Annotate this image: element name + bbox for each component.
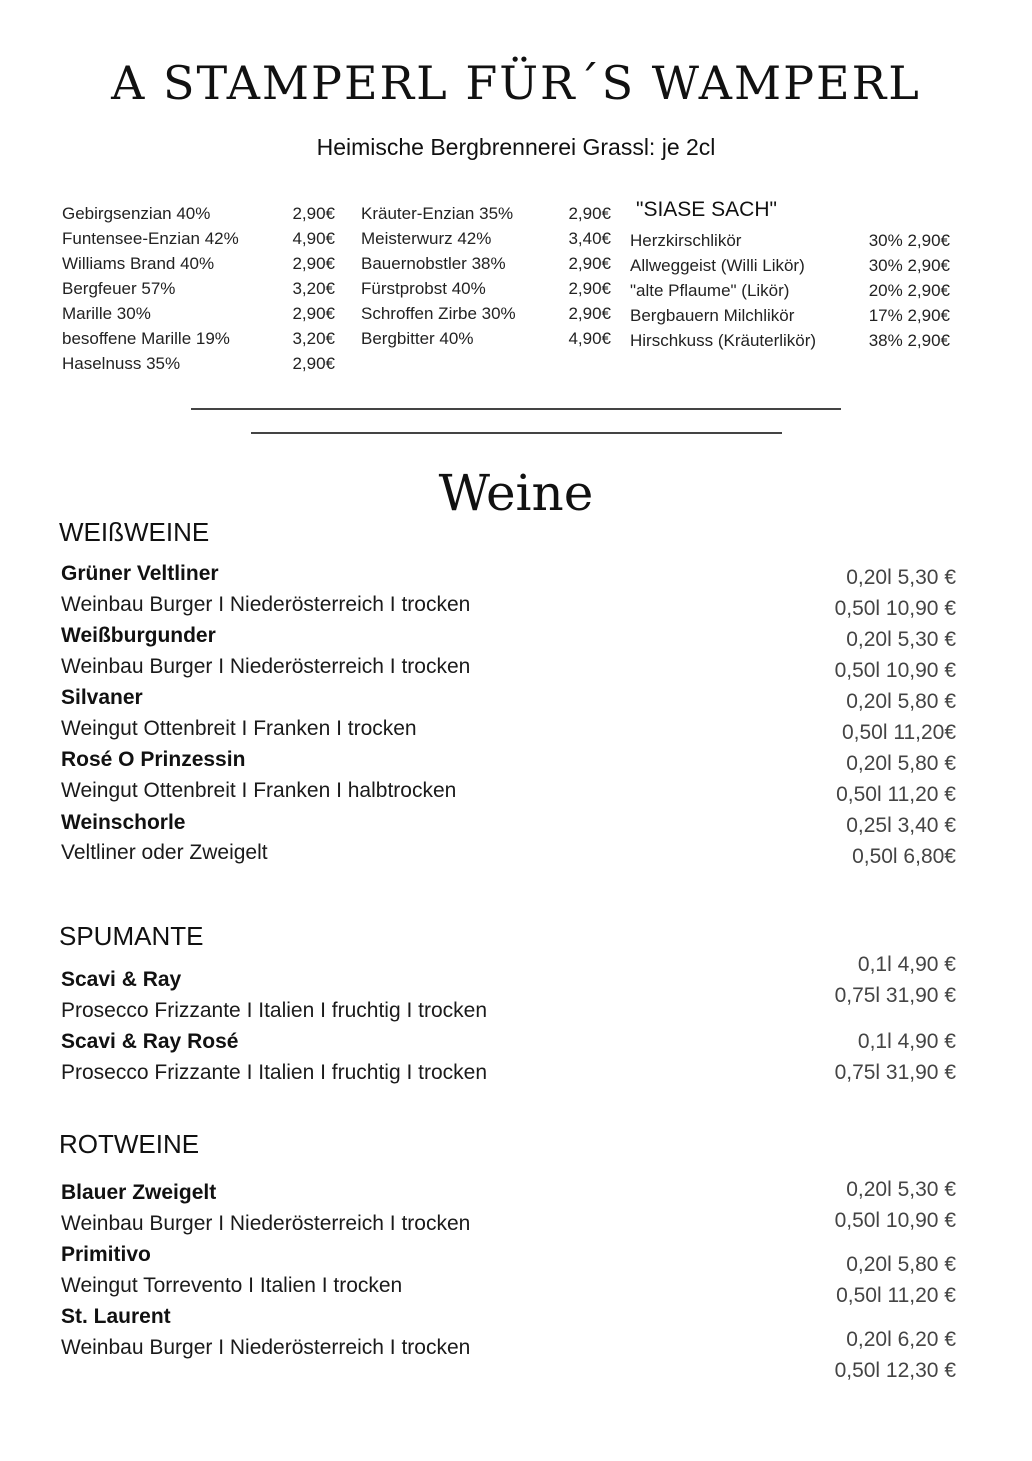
wine-name: Grüner Veltliner	[61, 562, 219, 585]
spirit-item	[62, 276, 335, 301]
liqueur-name: Bergbauern Milchlikör	[630, 306, 795, 325]
spirit-item	[361, 251, 611, 276]
wine-name: Blauer Zweigelt	[61, 1181, 217, 1204]
menu-subtitle: Heimische Bergbrennerei Grassl: je 2cl	[316, 134, 716, 160]
divider-line-top	[191, 408, 841, 410]
wine-price-small: 0,20l 5,30 €	[846, 628, 956, 651]
wine-price-small: 0,20l 5,30 €	[846, 566, 956, 589]
liqueur-price: 30% 2,90€	[868, 231, 950, 250]
wine-price-small: 0,20l 6,20 €	[846, 1328, 956, 1351]
spirit-name: Bergbitter 40%	[361, 329, 474, 348]
spirit-item	[62, 251, 335, 276]
spirit-price: 3,20€	[292, 329, 335, 348]
spirit-name: Kräuter-Enzian 35%	[361, 204, 514, 223]
spirit-name: Funtensee-Enzian 42%	[62, 229, 239, 248]
spirit-item	[361, 201, 611, 226]
spirit-price: 4,90€	[292, 229, 335, 248]
liqueur-price: 20% 2,90€	[868, 281, 950, 300]
spirit-price: 2,90€	[292, 254, 335, 273]
wine-price-small: 0,20l 5,30 €	[846, 1178, 956, 1201]
wine-price-large: 0,75l 31,90 €	[834, 1061, 956, 1084]
spirit-price: 2,90€	[568, 304, 611, 323]
spirits-column-1	[62, 201, 335, 376]
wine-price-small: 0,20l 5,80 €	[846, 690, 956, 713]
wine-price-large: 0,50l 11,20€	[841, 721, 956, 744]
spirit-name: Gebirgsenzian 40%	[62, 204, 211, 223]
wine-description: Prosecco Frizzante I Italien I fruchtig I trocken	[61, 999, 488, 1022]
wine-description: Weingut Torrevento I Italien I trocken	[61, 1274, 403, 1297]
wine-name: Weißburgunder	[61, 624, 216, 647]
wine-name: Scavi & Ray Rosé	[61, 1030, 239, 1053]
wine-price-small: 0,20l 5,80 €	[846, 1253, 956, 1276]
wine-price-small: 0,25l 3,40 €	[846, 814, 956, 837]
spirit-price: 3,40€	[568, 229, 611, 248]
section-heading-sparkling: SPUMANTE	[59, 921, 204, 951]
spirit-item	[62, 351, 335, 376]
divider-line-bottom	[251, 432, 782, 434]
spirits-column-2	[361, 201, 611, 351]
spirit-name: Meisterwurz 42%	[361, 229, 492, 248]
wine-name: Rosé O Prinzessin	[61, 748, 246, 771]
spirit-item	[62, 226, 335, 251]
wine-price-small: 0,20l 5,80 €	[846, 752, 956, 775]
spirit-price: 2,90€	[292, 354, 335, 373]
spirit-item	[62, 326, 335, 351]
wine-price-large: 0,75l 31,90 €	[834, 984, 956, 1007]
liqueur-name: "alte Pflaume" (Likör)	[630, 281, 790, 300]
spirit-name: Bauernobstler 38%	[361, 254, 506, 273]
spirit-item	[62, 301, 335, 326]
liqueur-column	[630, 228, 950, 353]
wine-price-large: 0,50l 11,20 €	[836, 1284, 956, 1307]
spirit-item	[361, 226, 611, 251]
spirit-item	[361, 326, 611, 351]
spirit-name: Fürstprobst 40%	[361, 279, 486, 298]
spirit-name: Schroffen Zirbe 30%	[361, 304, 516, 323]
liqueur-item	[630, 228, 950, 253]
liqueur-name: Hirschkuss (Kräuterlikör)	[630, 331, 817, 350]
liqueur-item	[630, 278, 950, 303]
wine-price-large: 0,50l 11,20 €	[836, 783, 956, 806]
wine-name: Primitivo	[61, 1243, 151, 1266]
spirit-price: 2,90€	[292, 204, 335, 223]
section-heading-white-wine: WEIßWEINE	[59, 517, 210, 547]
wine-name: Silvaner	[61, 686, 143, 709]
spirit-name: Haselnuss 35%	[62, 354, 181, 373]
spirit-item	[62, 201, 335, 226]
spirit-item	[361, 301, 611, 326]
spirit-price: 4,90€	[568, 329, 611, 348]
wine-description: Weinbau Burger I Niederösterreich I trocken	[61, 593, 471, 616]
wine-name: Weinschorle	[61, 811, 186, 834]
spirit-name: Marille 30%	[62, 304, 151, 323]
spirit-name: Williams Brand 40%	[62, 254, 215, 273]
liqueur-name: Herzkirschlikör	[630, 231, 742, 250]
wine-description: Weingut Ottenbreit I Franken I halbtrocken	[61, 779, 457, 802]
liqueur-item	[630, 328, 950, 353]
wine-section-title: Weine	[438, 464, 594, 522]
wine-price-small: 0,1l 4,90 €	[857, 1030, 956, 1053]
spirit-price: 2,90€	[292, 304, 335, 323]
wine-name: Scavi & Ray	[61, 968, 182, 991]
wine-description: Veltliner oder Zweigelt	[61, 841, 268, 864]
wine-name: St. Laurent	[61, 1305, 171, 1328]
menu-title: A STAMPERL FÜR´S WAMPERL	[111, 56, 921, 110]
spirit-price: 2,90€	[568, 279, 611, 298]
spirit-price: 3,20€	[292, 279, 335, 298]
spirit-name: besoffene Marille 19%	[62, 329, 230, 348]
spirit-item	[361, 276, 611, 301]
wine-price-large: 0,50l 10,90 €	[834, 659, 956, 682]
liqueur-item	[630, 303, 950, 328]
liqueur-item	[630, 253, 950, 278]
wine-description: Weinbau Burger I Niederösterreich I trocken	[61, 655, 471, 678]
liqueur-price: 17% 2,90€	[868, 306, 950, 325]
wine-price-large: 0,50l 12,30 €	[834, 1359, 956, 1382]
liqueur-price: 38% 2,90€	[868, 331, 950, 350]
wine-description: Weinbau Burger I Niederösterreich I trocken	[61, 1336, 471, 1359]
wine-price-large: 0,50l 10,90 €	[834, 597, 956, 620]
wine-price-large: 0,50l 10,90 €	[834, 1209, 956, 1232]
section-heading-red-wine: ROTWEINE	[59, 1129, 200, 1159]
wine-description: Weingut Ottenbreit I Franken I trocken	[61, 717, 417, 740]
spirit-price: 2,90€	[568, 204, 611, 223]
liqueur-price: 30% 2,90€	[868, 256, 950, 275]
wine-description: Prosecco Frizzante I Italien I fruchtig I trocken	[61, 1061, 488, 1084]
wine-description: Weinbau Burger I Niederösterreich I trocken	[61, 1212, 471, 1235]
liqueur-heading: "SIASE SACH"	[636, 198, 777, 221]
liqueur-name: Allweggeist (Willi Likör)	[630, 256, 805, 275]
spirit-price: 2,90€	[568, 254, 611, 273]
spirit-name: Bergfeuer 57%	[62, 279, 176, 298]
wine-price-small: 0,1l 4,90 €	[857, 953, 956, 976]
wine-price-large: 0,50l 6,80€	[852, 845, 956, 868]
